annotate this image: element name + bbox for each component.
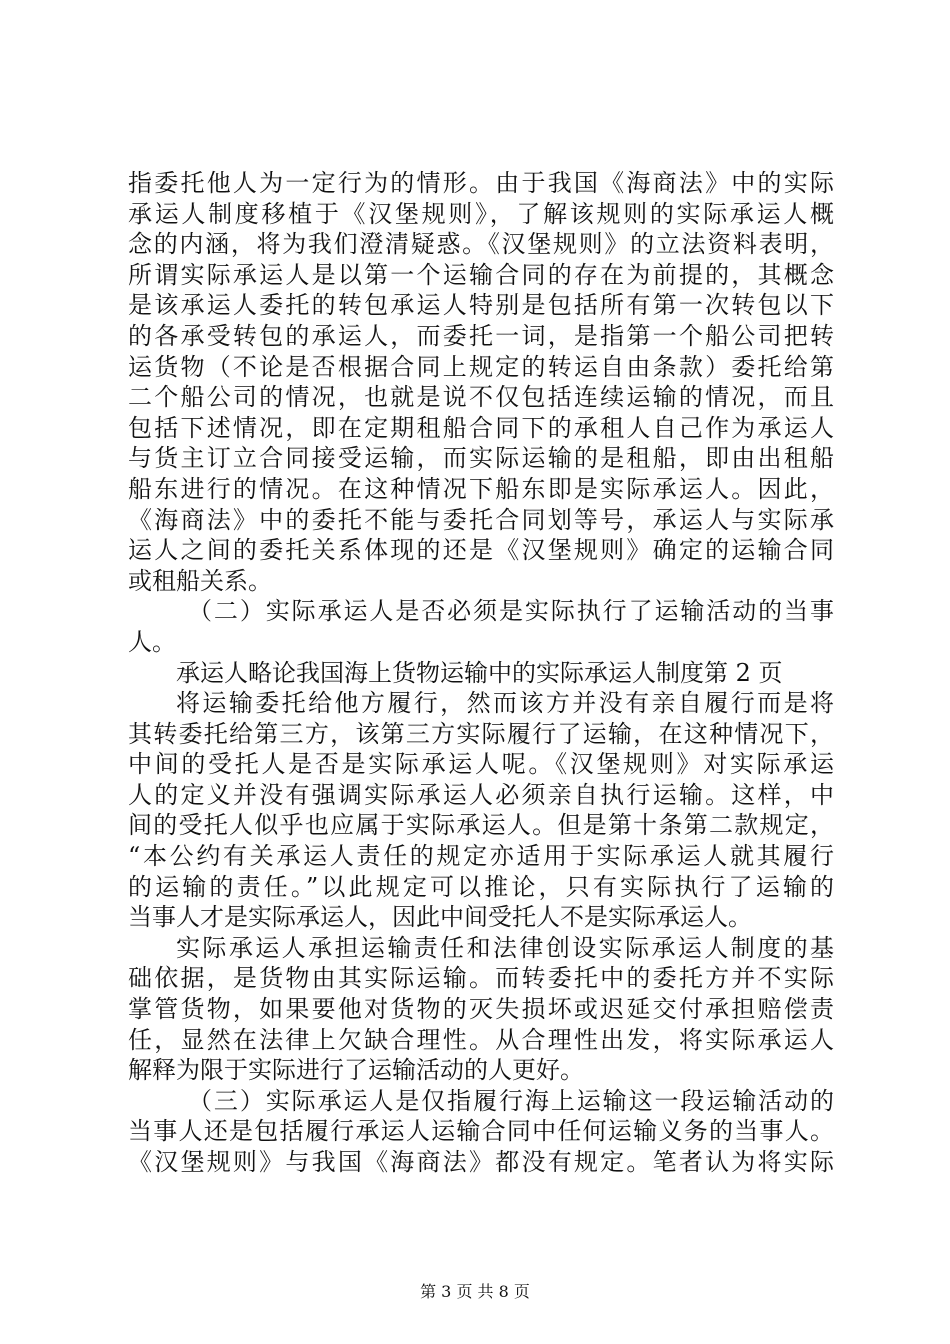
text-line: 的运输的责任。”以此规定可以推论，只有实际执行了运输的: [128, 872, 834, 901]
text-line: 掌管货物，如果要他对货物的灭失损坏或迟延交付承担赔偿责: [128, 995, 834, 1024]
text-line: 是该承运人委托的转包承运人特别是包括所有第一次转包以下: [128, 291, 834, 320]
text-line: 念的内涵，将为我们澄清疑惑。《汉堡规则》的立法资料表明，: [128, 230, 834, 259]
text-line: 所谓实际承运人是以第一个运输合同的存在为前提的，其概念: [128, 260, 834, 289]
text-line: 当事人还是包括履行承运人运输合同中任何运输义务的当事人。: [128, 1117, 834, 1146]
text-line: 运人之间的委托关系体现的还是《汉堡规则》确定的运输合同: [128, 536, 834, 565]
text-line: 《海商法》中的委托不能与委托合同划等号，承运人与实际承: [128, 505, 834, 534]
text-line: 包括下述情况，即在定期租船合同下的承租人自己作为承运人: [128, 413, 834, 442]
text-line: 其转委托给第三方，该第三方实际履行了运输，在这种情况下，: [128, 719, 834, 748]
text-line: 与货主订立合同接受运输，而实际运输的是租船，即由出租船: [128, 444, 834, 473]
text-line: 间的受托人似乎也应属于实际承运人。但是第十条第二款规定，: [128, 811, 834, 840]
text-line: 《汉堡规则》与我国《海商法》都没有规定。笔者认为将实际: [128, 1148, 834, 1176]
text-line: 指委托他人为一定行为的情形。由于我国《海商法》中的实际: [128, 169, 834, 197]
document-body: [128, 168, 834, 1178]
text-line: 实际承运人承担运输责任和法律创设实际承运人制度的基: [176, 933, 834, 962]
text-line: 船东进行的情况。在这种情况下船东即是实际承运人。因此，: [128, 474, 834, 503]
text-line: 当事人才是实际承运人，因此中间受托人不是实际承运人。: [128, 903, 752, 932]
text-line: 将运输委托给他方履行，然而该方并没有亲自履行而是将: [176, 689, 834, 718]
text-line: 的各承受转包的承运人，而委托一词，是指第一个船公司把转: [128, 321, 834, 350]
text-line: “本公约有关承运人责任的规定亦适用于实际承运人就其履行: [128, 842, 834, 871]
text-line: 人的定义并没有强调实际承运人必须亲自执行运输。这样，中: [128, 780, 834, 809]
text-line: （三）实际承运人是仅指履行海上运输这一段运输活动的: [188, 1086, 834, 1115]
page-footer: 第 3 页 共 8 页: [420, 1282, 530, 1301]
text-line: 承运人制度移植于《汉堡规则》，了解该规则的实际承运人概: [128, 199, 834, 228]
text-line: 中间的受托人是否是实际承运人呢。《汉堡规则》对实际承运: [128, 750, 834, 779]
text-line: 解释为限于实际进行了运输活动的人更好。: [128, 1056, 584, 1085]
text-line: 础依据，是货物由其实际运输。而转委托中的委托方并不实际: [128, 964, 834, 993]
text-line: 运货物（不论是否根据合同上规定的转运自由条款）委托给第: [128, 352, 834, 381]
text-line: 承运人略论我国海上货物运输中的实际承运人制度第 2 页: [176, 658, 783, 687]
text-line: 人。: [128, 627, 176, 656]
text-line: 二个船公司的情况，也就是说不仅包括连续运输的情况，而且: [128, 383, 834, 412]
text-line: 或租船关系。: [128, 566, 272, 595]
text-line: 任，显然在法律上欠缺合理性。从合理性出发，将实际承运人: [128, 1025, 834, 1054]
text-line: （二）实际承运人是否必须是实际执行了运输活动的当事: [188, 597, 834, 626]
